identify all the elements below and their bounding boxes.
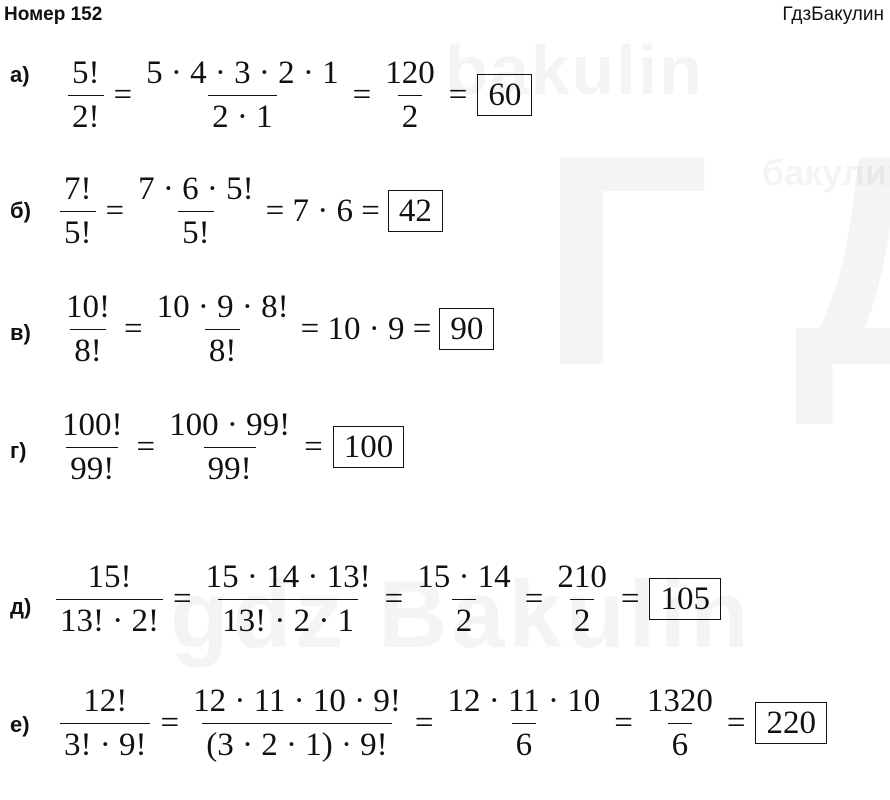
expression: [54, 408, 404, 486]
numerator: 100 · 99!: [169, 407, 291, 443]
answer-box: 90: [439, 308, 494, 350]
equals-sign: =: [620, 580, 640, 617]
numerator: 12 · 11 · 10 · 9!: [193, 683, 401, 719]
fraction: [381, 56, 439, 134]
denominator: 2: [570, 599, 595, 639]
problem-label: б): [10, 198, 31, 223]
denominator: 13! · 2 · 1: [218, 599, 358, 639]
numerator: 7!: [64, 171, 92, 207]
numerator: 1320: [646, 683, 713, 719]
watermark-big: [540, 110, 890, 410]
fraction: [60, 684, 150, 762]
expression: [58, 290, 494, 368]
fraction: [62, 290, 114, 368]
equals-sign: =: [113, 76, 133, 113]
numerator: 10 · 9 · 8!: [156, 289, 289, 325]
denominator: 99!: [204, 447, 256, 487]
numerator: 5 · 4 · 3 · 2 · 1: [146, 55, 339, 91]
denominator: 5!: [178, 211, 214, 251]
numerator: 15 · 14: [417, 559, 511, 595]
equals-sign: =: [448, 76, 468, 113]
numerator: 100!: [62, 407, 123, 443]
fraction: [60, 172, 96, 250]
fraction: [68, 56, 104, 134]
fraction: [202, 560, 375, 638]
fraction: [413, 560, 515, 638]
problem-label: д): [10, 594, 32, 619]
fraction: [443, 684, 604, 762]
fraction: [56, 560, 163, 638]
answer-box: 60: [477, 74, 532, 116]
equals-sign: =: [726, 704, 746, 741]
denominator: 3! · 9!: [60, 723, 150, 763]
problem-label: в): [10, 320, 31, 345]
denominator: 13! · 2!: [56, 599, 163, 639]
denominator: 2: [398, 95, 423, 135]
equals-sign: =: [414, 704, 434, 741]
equals-sign: =: [105, 192, 125, 229]
equals-sign: =: [384, 580, 404, 617]
equals-sign: =: [304, 428, 323, 465]
denominator: 8!: [70, 329, 106, 369]
equals-sign: =: [160, 704, 180, 741]
equals-sign: =: [352, 76, 372, 113]
numerator: 7 · 6 · 5!: [138, 171, 254, 207]
fraction: [142, 56, 342, 134]
fraction: [553, 560, 611, 638]
inline-expression: = 7 · 6 =: [265, 192, 380, 229]
inline-expression: = 10 · 9 =: [300, 310, 432, 347]
numerator: 15 · 14 · 13!: [205, 559, 371, 595]
watermark-vertical: [762, 150, 802, 196]
equals-sign: =: [614, 704, 633, 741]
fraction: [58, 408, 127, 486]
page-title: Номер 152: [4, 4, 103, 25]
answer-box: 220: [755, 702, 827, 744]
problem-label: а): [10, 62, 30, 87]
answer-box: 100: [333, 426, 405, 468]
denominator: 2 · 1: [208, 95, 277, 135]
equals-sign: =: [124, 310, 143, 347]
fraction: [189, 684, 405, 762]
denominator: 99!: [66, 447, 118, 487]
numerator: 12 · 11 · 10: [447, 683, 601, 719]
numerator: 10!: [66, 289, 110, 325]
fraction: [153, 290, 293, 368]
denominator: 5!: [60, 211, 96, 251]
fraction: [643, 684, 717, 762]
answer-box: 105: [649, 578, 721, 620]
numerator: 5!: [72, 55, 100, 91]
numerator: 15!: [87, 559, 132, 595]
equals-sign: =: [136, 428, 156, 465]
denominator: 6: [512, 723, 537, 763]
fraction: [134, 172, 257, 250]
answer-box: 42: [388, 190, 443, 232]
denominator: 2: [452, 599, 477, 639]
brand-name: ГдзБакулин: [782, 4, 884, 25]
expression: [64, 56, 532, 134]
equals-sign: =: [172, 580, 192, 617]
problem-label: г): [10, 438, 27, 463]
numerator: 12!: [83, 683, 128, 719]
denominator: (3 · 2 · 1) · 9!: [202, 723, 391, 763]
numerator: 120: [385, 55, 435, 91]
denominator: 6: [668, 723, 693, 763]
expression: [52, 560, 721, 638]
denominator: 8!: [205, 329, 241, 369]
expression: [56, 172, 443, 250]
denominator: 2!: [68, 95, 104, 135]
fraction: [165, 408, 294, 486]
expression: [56, 684, 827, 762]
numerator: 210: [557, 559, 607, 595]
problem-label: е): [10, 712, 30, 737]
equals-sign: =: [524, 580, 544, 617]
